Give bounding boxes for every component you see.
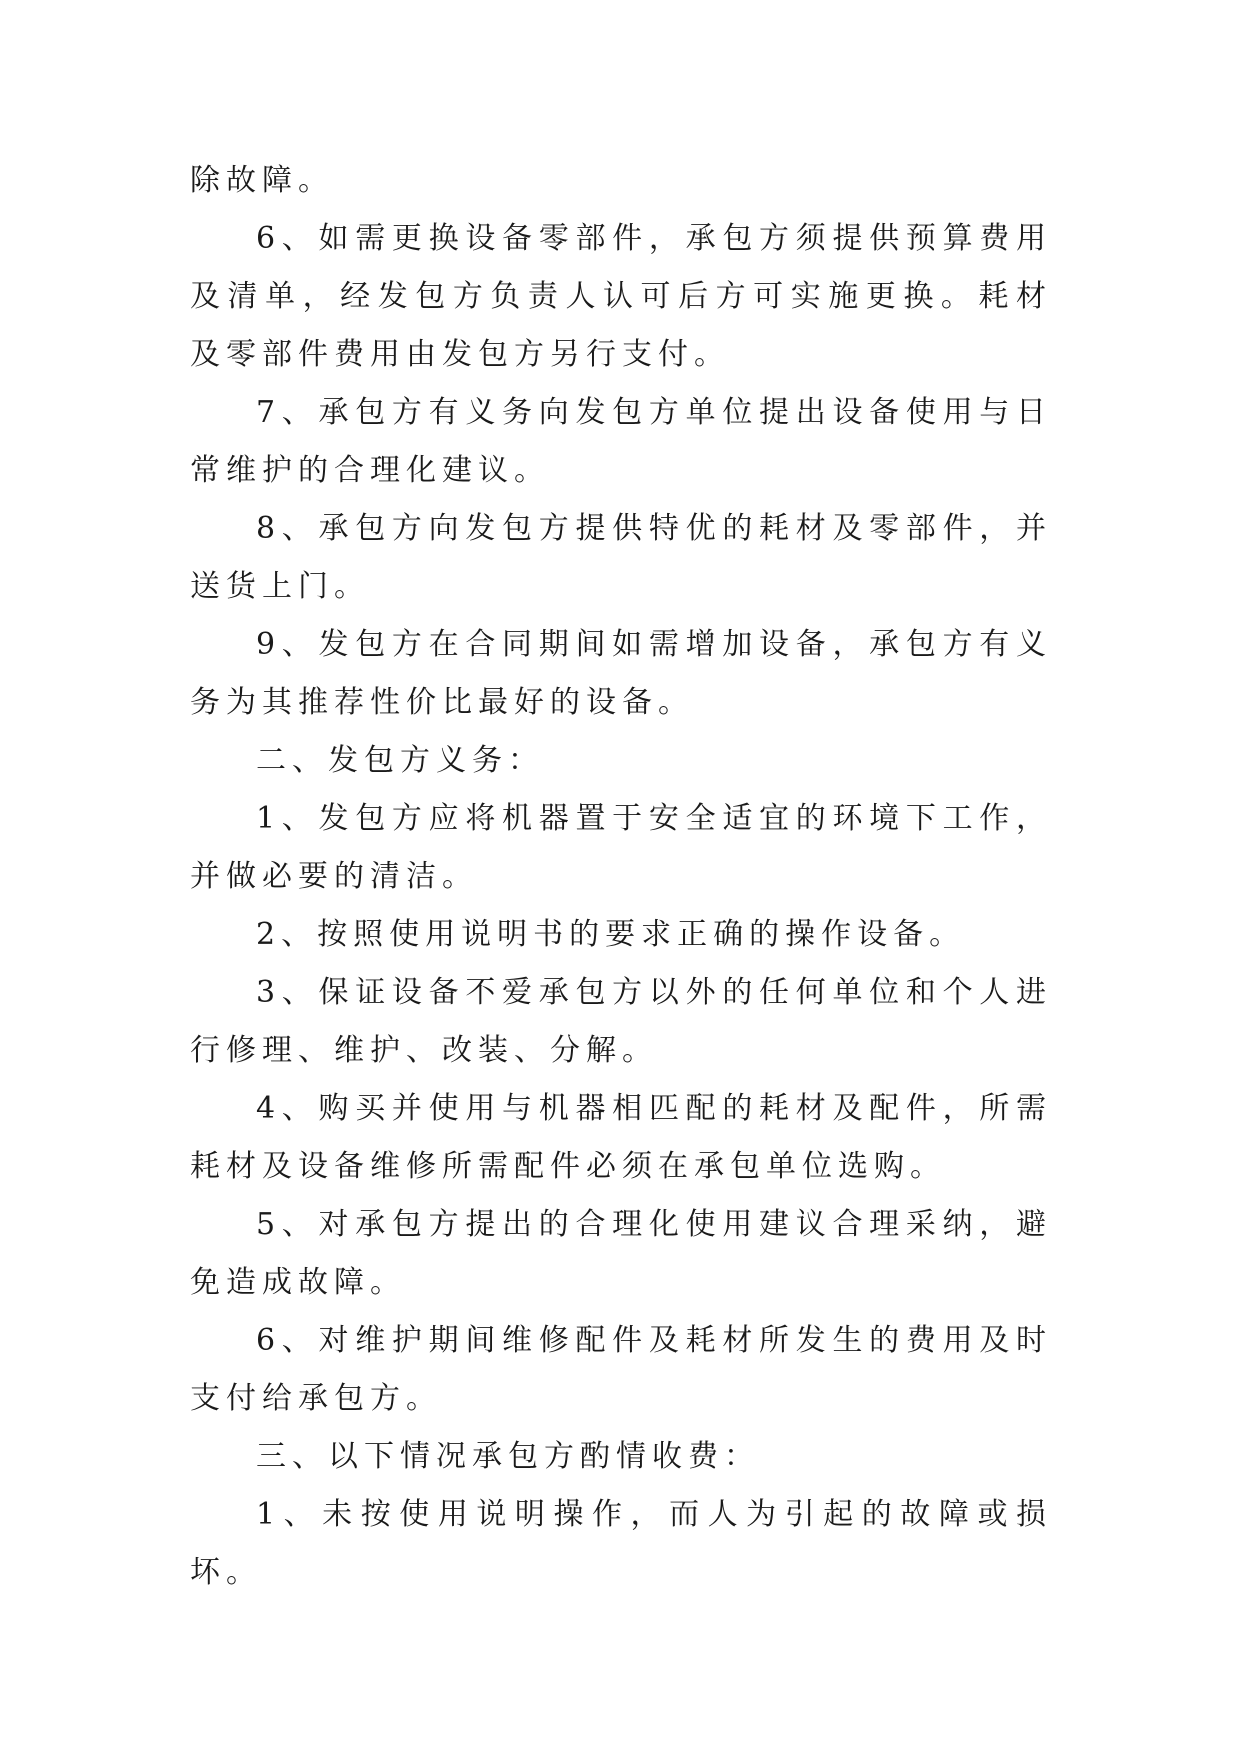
paragraph-clause-2-1: 1、发包方应将机器置于安全适宜的环境下工作，并做必要的清洁。 bbox=[190, 801, 1052, 894]
paragraph-clause-1-7: 7、承包方有义务向发包方单位提出设备使用与日常维护的合理化建议。 bbox=[190, 395, 1052, 488]
paragraph-clause-2-3: 3、保证设备不爱承包方以外的任何单位和个人进行修理、维护、改装、分解。 bbox=[190, 975, 1052, 1068]
paragraph-clause-2-6: 6、对维护期间维修配件及耗材所发生的费用及时支付给承包方。 bbox=[190, 1323, 1052, 1416]
paragraph-clause-1-8: 8、承包方向发包方提供特优的耗材及零部件，并送货上门。 bbox=[190, 511, 1052, 604]
section-heading-3: 三、以下情况承包方酌情收费： bbox=[256, 1439, 760, 1474]
section-heading-2: 二、发包方义务： bbox=[256, 743, 544, 778]
paragraph-clause-1-9: 9、发包方在合同期间如需增加设备，承包方有义务为其推荐性价比最好的设备。 bbox=[190, 627, 1052, 720]
paragraph-clause-2-2: 2、按照使用说明书的要求正确的操作设备。 bbox=[256, 917, 966, 952]
paragraph-clause-1-6: 6、如需更换设备零部件，承包方须提供预算费用及清单，经发包方负责人认可后方可实施更换。耗材及零部件费用由发包方另行支付。 bbox=[190, 221, 1052, 372]
paragraph-clause-2-4: 4、购买并使用与机器相匹配的耗材及配件，所需耗材及设备维修所需配件必须在承包单位选购。 bbox=[190, 1091, 1052, 1184]
paragraph-clause-3-1: 1、未按使用说明操作，而人为引起的故障或损坏。 bbox=[190, 1497, 1052, 1590]
paragraph-clause-2-5: 5、对承包方提出的合理化使用建议合理采纳，避免造成故障。 bbox=[190, 1207, 1052, 1300]
document-body bbox=[190, 152, 1052, 1602]
paragraph-continuation: 除故障。 bbox=[190, 163, 334, 198]
